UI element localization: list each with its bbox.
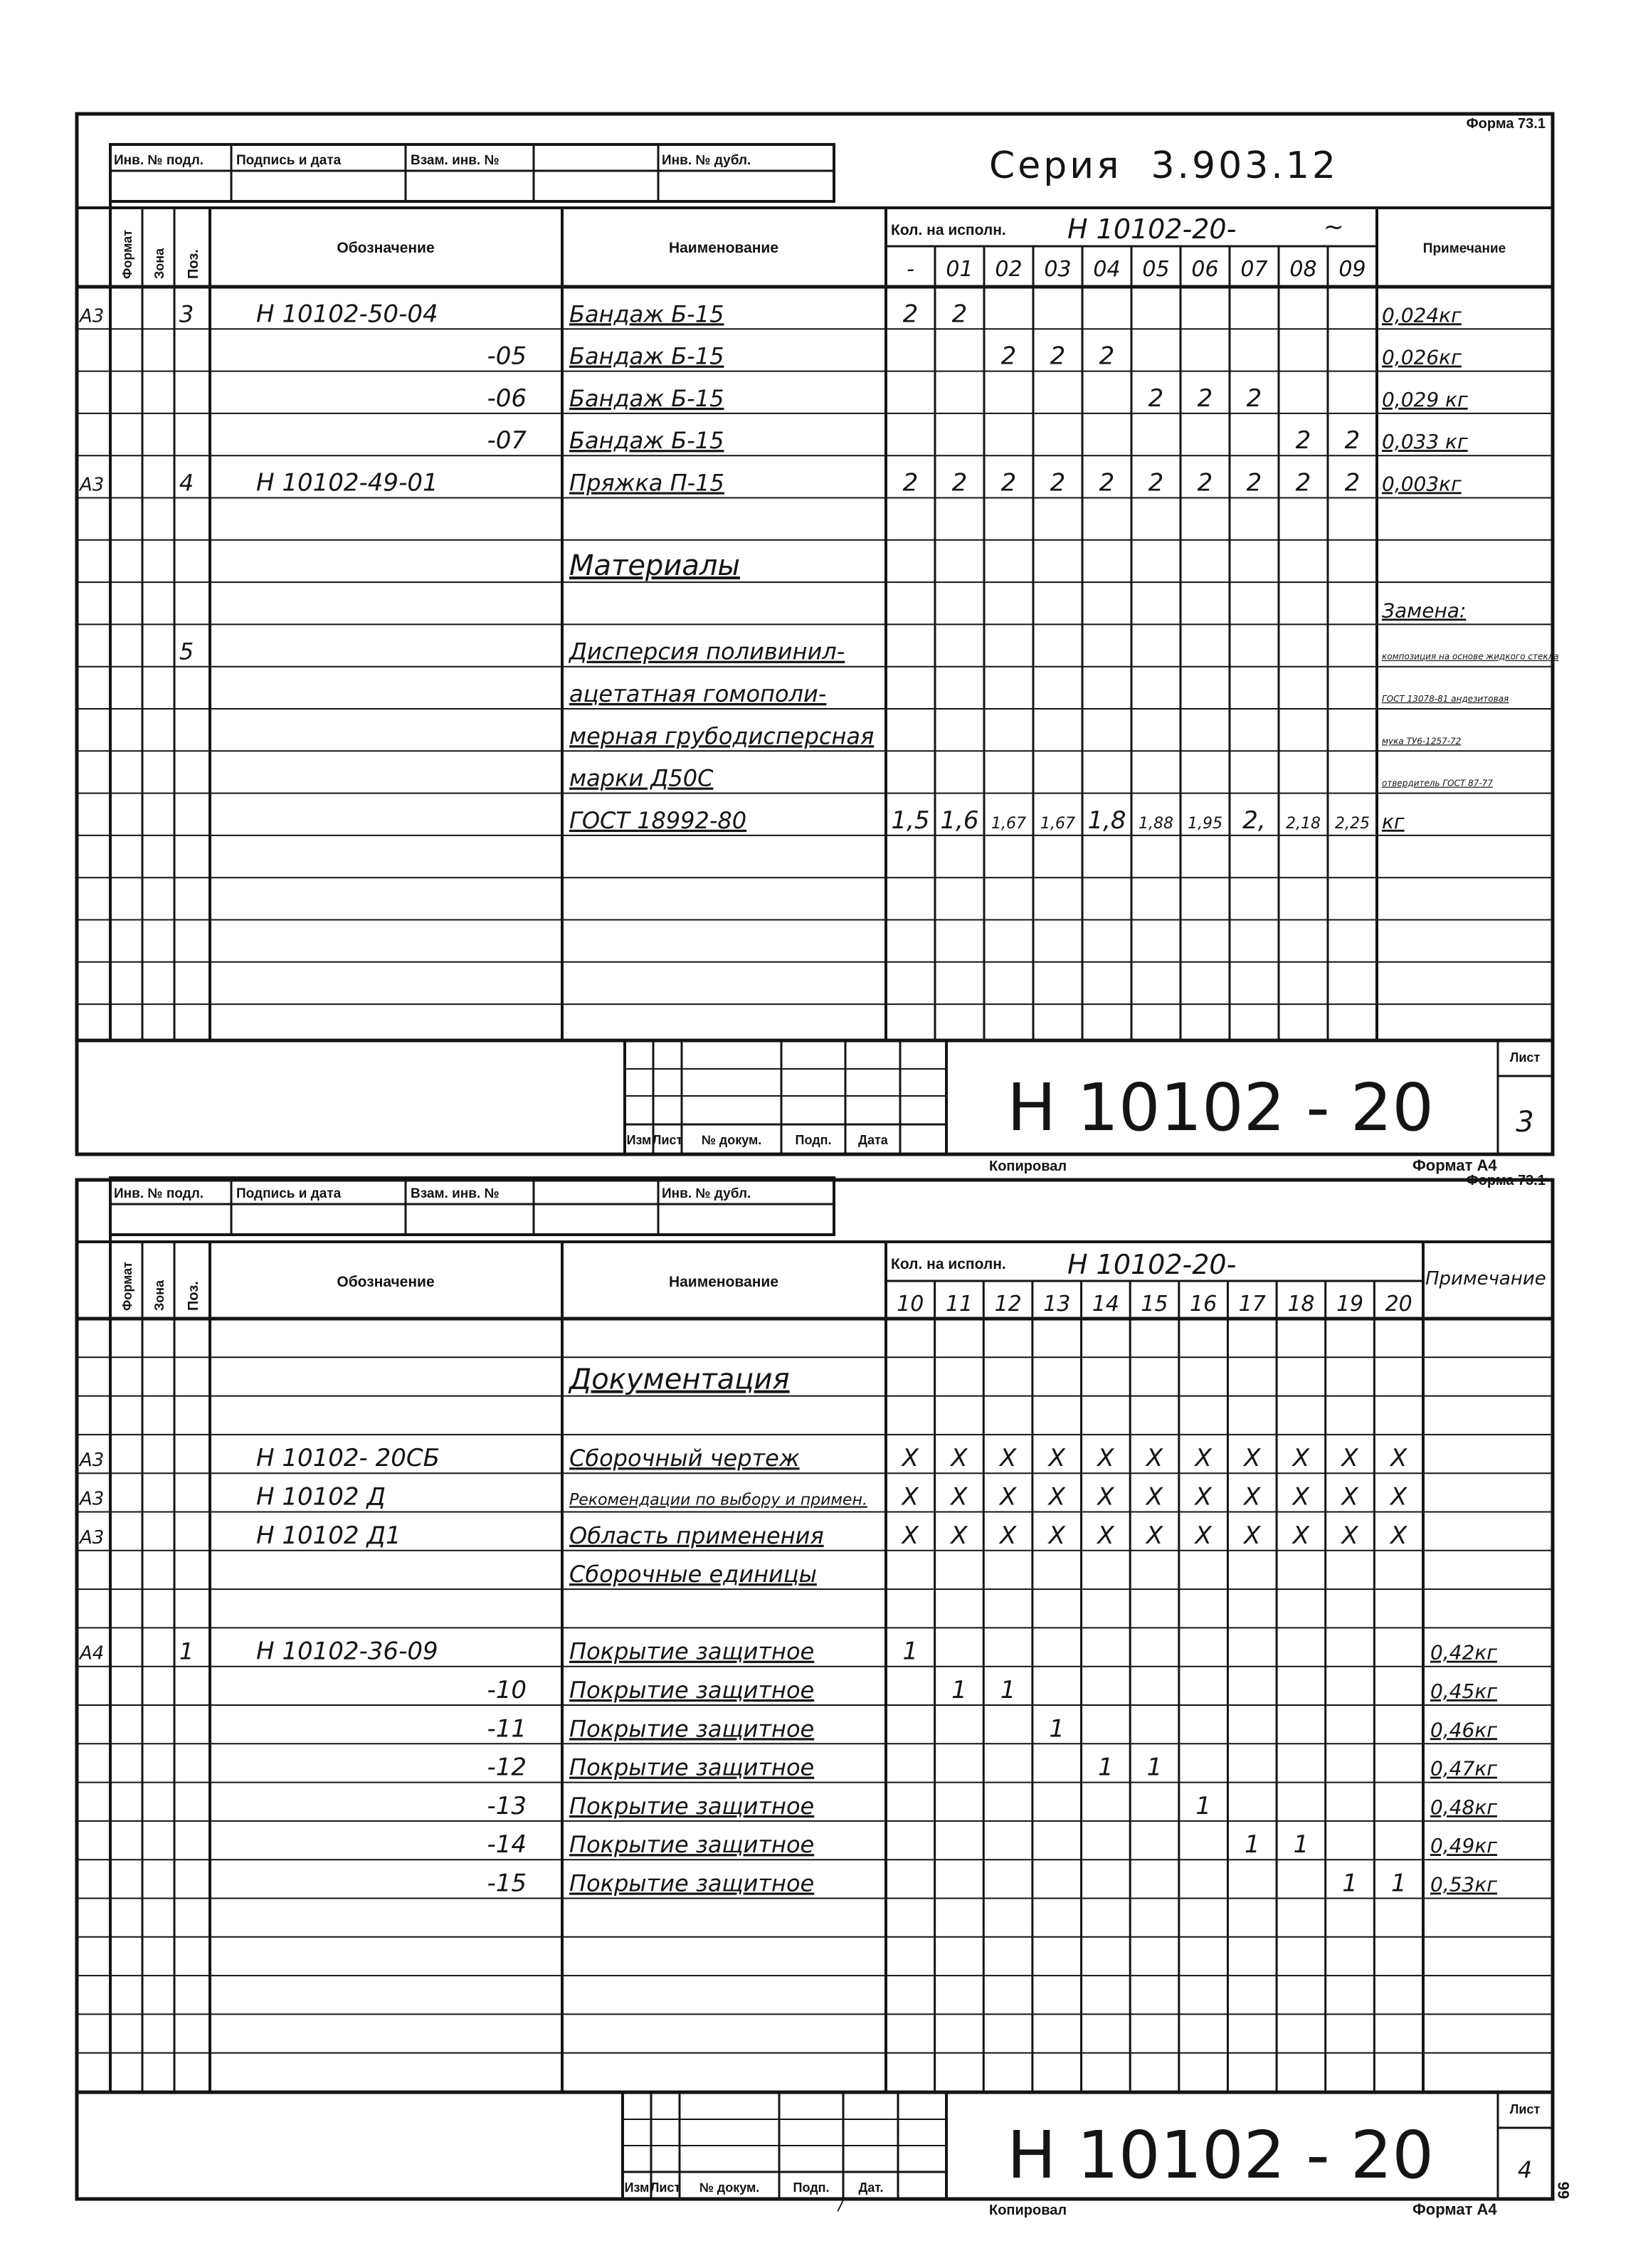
variant-code-2: Н 10102-20-	[1067, 1249, 1237, 1280]
sheet-2	[77, 1178, 1553, 2199]
cell-quantity: 1,67	[1040, 814, 1075, 833]
cell-quantity: X	[1048, 1482, 1065, 1512]
title-label-data-2: Дат.	[858, 2180, 884, 2195]
table-row	[569, 549, 740, 582]
title-label-izm: Изм	[626, 1133, 652, 1147]
cell-note: 0,029 кг	[1382, 387, 1468, 411]
cell-quantity: 2	[1344, 468, 1361, 497]
cell-designation: Н 10102 Д	[256, 1482, 386, 1512]
cell-name: Покрытие защитное	[569, 1792, 815, 1820]
cell-quantity: X	[1341, 1444, 1358, 1473]
variant-column-label: 19	[1336, 1292, 1364, 1317]
variant-column-label: 11	[945, 1292, 973, 1317]
cell-quantity: X	[1195, 1521, 1212, 1550]
cell-quantity: 2,25	[1335, 814, 1370, 833]
header-format: Формат	[120, 229, 134, 279]
cell-name: Область применения	[569, 1521, 824, 1549]
variant-column-label: -	[907, 257, 914, 282]
cell-quantity: 1,8	[1087, 806, 1126, 835]
cell-name: Покрытие защитное	[569, 1831, 815, 1859]
cell-name: Бандаж Б-15	[569, 300, 724, 328]
cell-designation: Н 10102-36-09	[256, 1637, 438, 1666]
cell-quantity: X	[1292, 1444, 1310, 1473]
cell-quantity: 2	[902, 468, 919, 497]
format-label: Формат А4	[1412, 1156, 1497, 1174]
cell-name: Покрытие защитное	[569, 1715, 815, 1743]
variant-column-label: 06	[1191, 257, 1219, 282]
title-label-list: Лист	[652, 1133, 683, 1147]
cell-name: Покрытие защитное	[569, 1869, 815, 1897]
cell-quantity: X	[999, 1444, 1017, 1473]
variant-column-label: 03	[1044, 257, 1072, 282]
cell-name: Бандаж Б-15	[569, 427, 724, 455]
cell-name: Сборочный чертеж	[569, 1445, 800, 1472]
forma-label-2: Форма 73.1	[1466, 1173, 1546, 1188]
page-stamp: 66	[1555, 2181, 1573, 2199]
cell-note: 0,48кг	[1430, 1795, 1497, 1819]
variant-column-label: 08	[1289, 257, 1317, 282]
cell-quantity: 1,88	[1139, 814, 1173, 833]
variant-column-label: 16	[1190, 1292, 1217, 1317]
cell-quantity: 2	[902, 300, 919, 329]
cell-quantity: 1,67	[991, 814, 1026, 833]
cell-quantity: 1,95	[1188, 814, 1222, 833]
variant-column-label: 18	[1287, 1292, 1315, 1317]
cell-quantity: X	[1390, 1482, 1407, 1512]
variant-column-label: 05	[1142, 257, 1170, 282]
cell-quantity: 1	[1342, 1869, 1358, 1898]
cell-quantity: X	[1146, 1444, 1163, 1473]
stamp-podpis-1: Подпись и дата	[236, 153, 342, 168]
cell-note: отвердитель ГОСТ 87-77	[1382, 778, 1493, 788]
header-note-2: Примечание	[1425, 1268, 1546, 1289]
cell-quantity: 2	[1197, 384, 1213, 413]
cell-name: Сборочные единицы	[569, 1561, 817, 1588]
sheet-word-2: Лист	[1509, 2102, 1541, 2116]
cell-quantity: X	[1097, 1444, 1114, 1473]
cell-format: А3	[80, 474, 105, 496]
cell-name: Покрытие защитное	[569, 1677, 815, 1704]
stamp-podpis-1-2: Подпись и дата	[236, 1186, 342, 1201]
table-row	[487, 1714, 1497, 1743]
table-row	[569, 765, 1493, 792]
cell-format: А4	[80, 1642, 105, 1665]
cell-quantity: 2	[951, 300, 968, 329]
kopiroval: Копировал	[989, 1159, 1067, 1174]
cell-note: мука ТУ6-1257-72	[1382, 736, 1462, 747]
cell-note: композиция на основе жидкого стекла	[1382, 651, 1559, 662]
table-row	[487, 1676, 1497, 1704]
cell-designation: Н 10102-49-01	[256, 468, 438, 497]
variant-column-label: 12	[994, 1292, 1022, 1317]
cell-note: 0,53кг	[1430, 1872, 1497, 1897]
title-label-dokum: № докум.	[701, 1133, 762, 1147]
cell-quantity: X	[1146, 1521, 1163, 1550]
cell-designation: -15	[487, 1869, 527, 1898]
cell-quantity: 1	[1390, 1869, 1407, 1898]
cell-quantity: X	[1244, 1444, 1261, 1473]
cell-position: 1	[179, 1637, 194, 1665]
cell-quantity: X	[1097, 1482, 1114, 1512]
variant-column-label: 01	[946, 257, 973, 282]
cell-note: 0,026кг	[1382, 345, 1462, 369]
variant-column-label: 02	[995, 257, 1023, 282]
cell-format: А3	[80, 305, 105, 327]
sheet-word: Лист	[1509, 1050, 1541, 1065]
header-pos-2: Поз.	[186, 1281, 201, 1311]
cell-quantity: 1	[1244, 1830, 1260, 1860]
cell-format: А3	[80, 1450, 105, 1472]
forma-label: Форма 73.1	[1466, 116, 1546, 132]
table-row	[487, 1792, 1497, 1820]
cell-quantity: 1,5	[891, 806, 930, 835]
cell-quantity: 2	[1050, 468, 1066, 497]
title-label-list-2: Лист	[650, 2180, 681, 2195]
header-name-2: Наименование	[668, 1274, 779, 1290]
cell-position: 5	[179, 638, 194, 665]
cell-note: Замена:	[1382, 598, 1467, 623]
header-note: Примечание	[1422, 241, 1506, 256]
cell-quantity: 1	[1146, 1753, 1163, 1782]
sheet-1-text	[78, 116, 1559, 1174]
cell-quantity: 2	[1148, 384, 1164, 413]
header-designation: Обозначение	[337, 240, 435, 256]
stamp-inv-podl: Инв. № подл.	[114, 153, 204, 168]
document-code: Н 10102 - 20	[1007, 1070, 1434, 1146]
cell-name: марки Д50С	[569, 764, 714, 792]
cell-quantity: X	[1292, 1521, 1310, 1550]
cell-name: ацетатная гомополи-	[569, 680, 827, 707]
cell-quantity: X	[1244, 1521, 1261, 1550]
cell-note: 0,42кг	[1430, 1640, 1497, 1665]
variant-column-label: 04	[1093, 257, 1121, 282]
table-row	[78, 469, 1462, 497]
cell-quantity: 1	[1049, 1714, 1065, 1744]
cell-quantity: X	[1146, 1482, 1163, 1512]
cell-format: А3	[80, 1526, 105, 1549]
sheet-1	[77, 114, 1553, 1154]
header-qty-caption: Кол. на исполн.	[891, 222, 1006, 238]
cell-quantity: 2	[951, 468, 968, 497]
cell-quantity: 2	[1197, 468, 1213, 497]
variant-column-label: 09	[1338, 257, 1366, 282]
cell-designation: -10	[487, 1676, 527, 1704]
stamp-vzam: Взам. инв. №	[411, 153, 500, 168]
cell-designation: -07	[487, 426, 527, 455]
table-row	[78, 1521, 1407, 1550]
cell-quantity: 2	[1000, 342, 1017, 371]
cell-name: Материалы	[569, 549, 740, 583]
table-row	[569, 1561, 817, 1588]
stamp-inv-dubl-2: Инв. № дубл.	[662, 1186, 751, 1201]
cell-note: 0,47кг	[1430, 1756, 1497, 1781]
series-title: Серия 3.903.12	[989, 144, 1339, 187]
cell-quantity: 1,6	[940, 806, 979, 835]
cell-quantity: X	[1048, 1521, 1065, 1550]
header-zone-2: Зона	[152, 1280, 167, 1311]
cell-quantity: X	[902, 1482, 919, 1512]
title-label-podp: Подп.	[795, 1133, 832, 1147]
cell-quantity: X	[951, 1482, 968, 1512]
cell-quantity: X	[1097, 1521, 1114, 1550]
format-label-2: Формат А4	[1412, 2200, 1497, 2218]
cell-quantity: 1	[1195, 1791, 1211, 1820]
cell-quantity: 1	[1000, 1676, 1016, 1704]
header-qty-caption-2: Кол. на исполн.	[891, 1256, 1006, 1272]
cell-quantity: X	[1195, 1482, 1212, 1512]
cell-quantity: X	[902, 1444, 919, 1473]
sheet-number: 3	[1516, 1106, 1534, 1139]
table-row	[78, 300, 1462, 328]
cell-name: ГОСТ 18992-80	[569, 806, 747, 834]
table-row	[179, 638, 1559, 665]
kopiroval-2: Копировал	[989, 2203, 1067, 2218]
cell-name: Бандаж Б-15	[569, 384, 724, 412]
table-row	[487, 342, 1462, 371]
table-row	[569, 680, 1509, 707]
cell-note: 0,45кг	[1430, 1679, 1497, 1703]
cell-designation: -11	[487, 1714, 527, 1744]
table-row	[487, 384, 1468, 413]
table-row	[78, 1444, 1407, 1472]
header-pos: Поз.	[186, 249, 201, 279]
header-format-2: Формат	[120, 1261, 134, 1311]
cell-quantity: 1	[1293, 1830, 1309, 1860]
cell-designation: -06	[487, 384, 527, 413]
table-row	[487, 426, 1468, 455]
document-code-2: Н 10102 - 20	[1007, 2117, 1434, 2193]
variant-column-label: 10	[897, 1292, 924, 1317]
sheet-2-text	[78, 1173, 1573, 2218]
cell-quantity: 2	[1148, 468, 1164, 497]
cell-quantity: X	[1341, 1521, 1358, 1550]
cell-quantity: X	[951, 1521, 968, 1550]
table-row	[487, 1753, 1497, 1782]
variant-column-label: 13	[1043, 1292, 1071, 1317]
cell-quantity: X	[1390, 1521, 1407, 1550]
header-designation-2: Обозначение	[337, 1274, 435, 1290]
title-label-dokum-2: № докум.	[699, 2180, 760, 2195]
cell-quantity: X	[1195, 1444, 1212, 1473]
cell-quantity: 2	[1295, 426, 1311, 455]
cell-name: мерная грубодисперсная	[569, 722, 875, 750]
cell-quantity: 2,	[1242, 806, 1266, 835]
table-row	[78, 1637, 1497, 1666]
cell-note: 0,033 кг	[1382, 430, 1468, 454]
cell-designation: Н 10102-50-04	[256, 300, 438, 329]
cell-name: Рекомендации по выбору и примен.	[569, 1491, 867, 1509]
cell-quantity: X	[999, 1482, 1017, 1512]
cell-position: 4	[179, 469, 194, 497]
cell-note: 0,003кг	[1382, 472, 1462, 496]
header-name: Наименование	[668, 240, 779, 256]
cell-designation: -14	[487, 1830, 527, 1860]
cell-quantity: 2	[1099, 468, 1115, 497]
cell-name: Дисперсия поливинил-	[569, 638, 845, 665]
variant-code: Н 10102-20-	[1067, 213, 1237, 245]
cell-quantity: 2,18	[1286, 814, 1321, 833]
stamp-inv-podl-2: Инв. № подл.	[114, 1186, 204, 1201]
cell-note: 0,49кг	[1430, 1834, 1497, 1858]
cell-designation: -05	[487, 342, 527, 371]
cell-quantity: X	[1292, 1482, 1310, 1512]
cell-format: А3	[80, 1488, 105, 1510]
cell-quantity: 2	[1000, 468, 1017, 497]
cell-quantity: X	[951, 1444, 968, 1473]
cell-note: 0,46кг	[1430, 1718, 1497, 1742]
table-row	[568, 1364, 790, 1396]
variant-mark: ~	[1324, 213, 1344, 241]
cell-note: 0,024кг	[1382, 303, 1462, 327]
title-label-podp-2: Подп.	[793, 2180, 830, 2195]
cell-designation: -12	[487, 1753, 527, 1782]
cell-quantity: X	[902, 1521, 919, 1550]
cell-quantity: 1	[1098, 1753, 1114, 1782]
cell-name: Бандаж Б-15	[569, 342, 724, 370]
cell-quantity: 2	[1099, 342, 1115, 371]
signature-tick: /	[838, 2194, 845, 2214]
cell-quantity: 2	[1050, 342, 1066, 371]
variant-column-label: 14	[1092, 1292, 1119, 1317]
cell-quantity: 2	[1246, 468, 1262, 497]
cell-note: кг	[1382, 809, 1405, 833]
variant-column-label: 17	[1238, 1292, 1266, 1317]
table-row	[487, 1869, 1497, 1898]
cell-designation: Н 10102- 20СБ	[256, 1444, 440, 1473]
variant-column-label: 15	[1141, 1292, 1168, 1317]
cell-note: ГОСТ 13078-81 андезитовая	[1382, 694, 1509, 704]
cell-quantity: X	[1341, 1482, 1358, 1512]
variant-column-label: 20	[1385, 1292, 1412, 1317]
cell-name: Покрытие защитное	[569, 1753, 815, 1781]
cell-name: Пряжка П-15	[569, 469, 724, 497]
title-label-izm-2: Изм	[624, 2180, 650, 2195]
cell-quantity: 2	[1295, 468, 1311, 497]
header-zone: Зона	[152, 248, 167, 279]
table-row	[487, 1830, 1497, 1859]
stamp-vzam-2: Взам. инв. №	[411, 1186, 500, 1201]
cell-name: Документация	[569, 1363, 790, 1396]
stamp-inv-dubl: Инв. № дубл.	[662, 153, 751, 168]
table-row	[1382, 598, 1466, 622]
cell-designation: Н 10102 Д1	[256, 1521, 401, 1550]
cell-position: 3	[179, 300, 194, 328]
sheet-number-2: 4	[1517, 2156, 1533, 2183]
table-row	[78, 1483, 1407, 1512]
cell-quantity: X	[1244, 1482, 1261, 1512]
cell-quantity: X	[1048, 1444, 1065, 1473]
cell-quantity: X	[999, 1521, 1017, 1550]
cell-name: Покрытие защитное	[569, 1637, 815, 1665]
cell-designation: -13	[487, 1791, 527, 1820]
cell-quantity: X	[1390, 1444, 1407, 1473]
cell-quantity: 2	[1344, 426, 1361, 455]
cell-quantity: 1	[902, 1637, 919, 1666]
cell-quantity: 1	[951, 1676, 967, 1704]
cell-quantity: 2	[1246, 384, 1262, 413]
variant-column-label: 07	[1240, 257, 1268, 282]
title-label-data: Дата	[858, 1133, 888, 1147]
